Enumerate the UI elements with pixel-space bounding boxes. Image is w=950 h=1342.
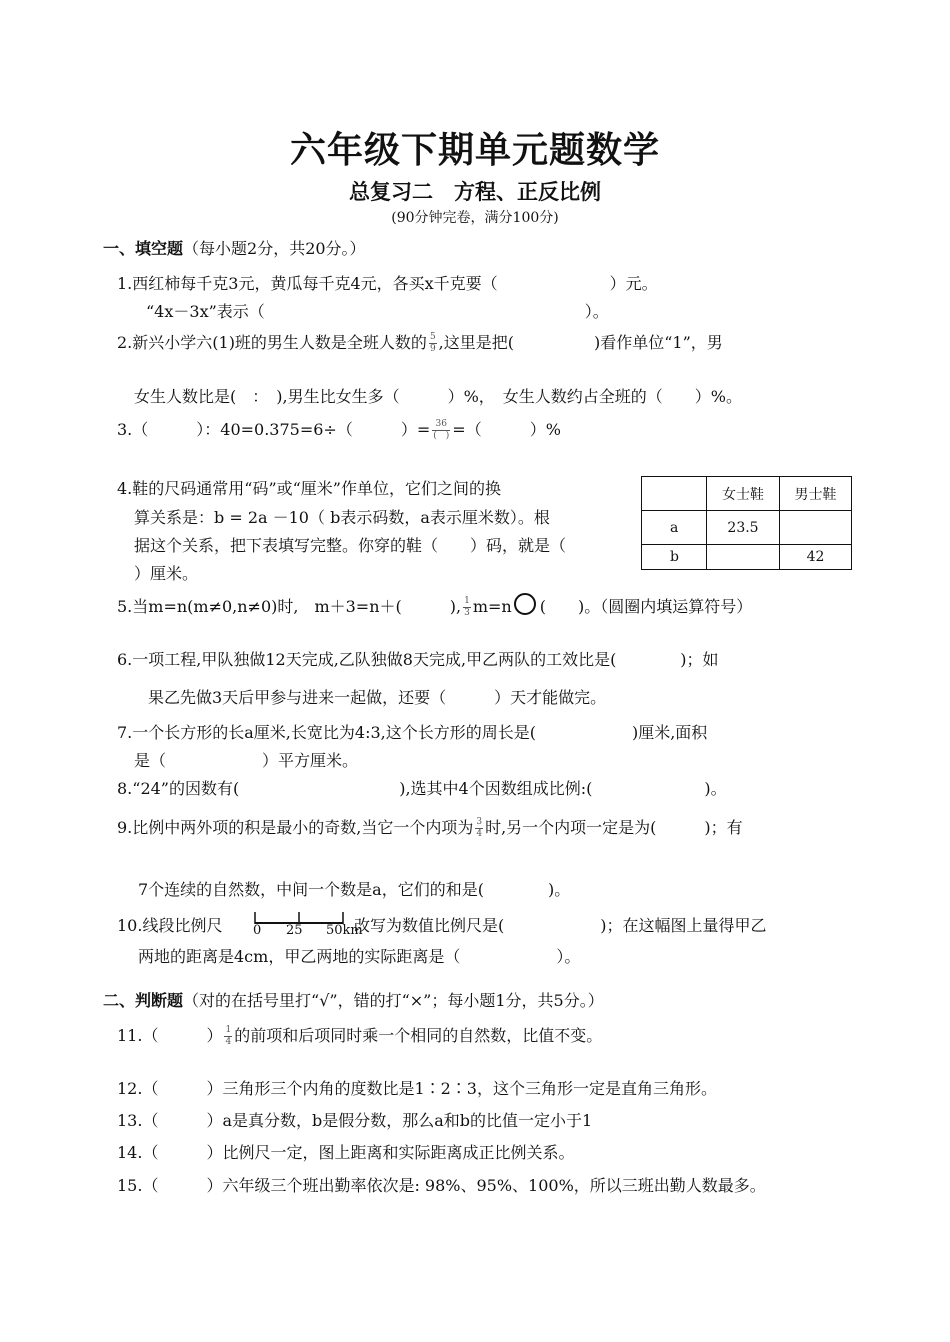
fraction-denominator: ( ) <box>433 431 450 441</box>
question-3-text-a: 3.（ ）：40=0.375=6÷（ ）= <box>117 420 431 439</box>
table-header-men: 男士鞋 <box>780 477 852 511</box>
table-cell: 23.5 <box>707 511 780 545</box>
scale-label-50km: 50km <box>326 923 363 938</box>
question-2-line-1 <box>117 330 723 355</box>
fraction-denominator: 3 <box>464 608 470 618</box>
fraction-numerator: 1 <box>225 1025 232 1035</box>
scale-label-0: 0 <box>253 923 262 938</box>
section-1-title: 一、填空题 <box>103 239 184 258</box>
question-9-text-b: 时,另一个内项一定是为( )；有 <box>485 818 743 837</box>
section-1-note: （每小题2分，共20分。） <box>183 239 366 258</box>
fraction-1-3 <box>463 596 471 619</box>
section-2-heading <box>103 988 604 1011</box>
question-2-text-b: ,这里是把( )看作单位“1”，男 <box>438 333 723 352</box>
question-14: 14.（ ）比例尺一定，图上距离和实际距离成正比例关系。 <box>117 1143 575 1162</box>
question-4-line-2: 算关系是：b = 2a －10（ b表示码数，a表示厘米数）。根 <box>134 508 550 527</box>
section-2-note: （对的在括号里打“√”，错的打“×”；每小题1分，共5分。） <box>183 991 604 1010</box>
question-13: 13.（ ）a是真分数，b是假分数，那么a和b的比值一定小于1 <box>117 1111 593 1130</box>
table-cell <box>707 545 780 570</box>
question-12: 12.（ ）三角形三个内角的度数比是1∶2∶3，这个三角形一定是直角三角形。 <box>117 1079 717 1098</box>
question-5-text-a: 5.当m=n(m≠0,n≠0)时, m＋3=n＋( ), <box>117 597 462 616</box>
section-1-heading <box>103 236 366 259</box>
table-header-women: 女士鞋 <box>707 477 780 511</box>
fraction-1-4 <box>224 1025 232 1048</box>
question-3 <box>117 417 561 442</box>
table-row <box>642 511 852 545</box>
question-3-text-b: =（ ）% <box>452 420 561 439</box>
question-10-line-2: 两地的距离是4cm，甲乙两地的实际距离是（ ）。 <box>138 947 581 966</box>
fraction-3-4 <box>475 817 483 840</box>
question-8: 8.“24”的因数有( ),选其中4个因数组成比例:( )。 <box>117 779 727 798</box>
table-header-row <box>642 477 852 511</box>
question-4-line-4: ）厘米。 <box>134 564 199 583</box>
shoe-size-table <box>641 476 852 570</box>
question-10-line-1: 改写为数值比例尺是( )；在这幅图上量得甲乙 <box>354 916 767 935</box>
question-5-text-c: ( )。（圆圈内填运算符号） <box>539 597 753 616</box>
fraction-numerator: 5 <box>429 332 436 342</box>
fraction-numerator: 1 <box>464 596 470 606</box>
table-cell <box>780 511 852 545</box>
fraction-5-9 <box>429 332 437 355</box>
table-cell: b <box>642 545 707 570</box>
question-5-text-b: m=n <box>472 597 512 616</box>
question-9-line-2: 7个连续的自然数，中间一个数是a，它们的和是( )。 <box>138 880 571 899</box>
question-6-line-1: 6.一项工程,甲队独做12天完成,乙队独做8天完成,甲乙两队的工效比是( )；如 <box>117 650 719 669</box>
question-6-line-2: 果乙先做3天后甲参与进来一起做，还要（ ）天才能做完。 <box>148 688 607 707</box>
question-15: 15.（ ）六年级三个班出勤率依次是: 98%、95%、100%，所以三班出勤人数最多。 <box>117 1176 766 1195</box>
question-7-line-2: 是（ ）平方厘米。 <box>134 751 359 770</box>
question-9-text-a: 9.比例中两外项的积是最小的奇数,当它一个内项为 <box>117 818 474 837</box>
scale-label-25: 25 <box>286 923 303 938</box>
section-2-title: 二、判断题 <box>103 991 184 1010</box>
question-4-line-3: 据这个关系，把下表填写完整。你穿的鞋（ ）码，就是（ <box>134 536 567 555</box>
question-10-label: 10.线段比例尺 <box>117 916 223 935</box>
question-11-text-b: 的前项和后项同时乘一个相同的自然数，比值不变。 <box>234 1026 603 1045</box>
fraction-denominator: 4 <box>225 1037 232 1047</box>
question-1-line-2: “4x－3x”表示（ ）。 <box>146 302 609 321</box>
fraction-numerator: 3 <box>476 817 483 827</box>
fraction-denominator: 4 <box>476 829 483 839</box>
table-cell: a <box>642 511 707 545</box>
line-scale-bar <box>253 910 363 938</box>
table-row <box>642 545 852 570</box>
question-11 <box>117 1023 602 1048</box>
exam-note: (90分钟完卷，满分100分) <box>391 210 559 226</box>
table-cell: 42 <box>780 545 852 570</box>
page-subtitle: 总复习二 方程、正反比例 <box>349 180 601 204</box>
question-2-line-2: 女生人数比是( ： ),男生比女生多（ ）%， 女生人数约占全班的（ ）%。 <box>134 387 742 406</box>
question-2-text-a: 2.新兴小学六(1)班的男生人数是全班人数的 <box>117 333 427 352</box>
question-9-line-1 <box>117 815 743 840</box>
question-11-text-a: 11.（ ） <box>117 1026 223 1045</box>
fraction-36-blank <box>432 419 450 442</box>
question-4-line-1: 4.鞋的尺码通常用“码”或“厘米”作单位，它们之间的换 <box>117 479 501 498</box>
fraction-numerator: 36 <box>432 419 450 431</box>
circle-icon <box>514 593 536 615</box>
question-5 <box>117 593 752 619</box>
question-7-line-1: 7.一个长方形的长a厘米,长宽比为4:3,这个长方形的周长是( )厘米,面积 <box>117 723 708 742</box>
table-cell <box>642 477 707 511</box>
question-1-line-1: 1.西红柿每千克3元，黄瓜每千克4元，各买x千克要（ ）元。 <box>117 274 658 293</box>
page-title: 六年级下期单元题数学 <box>289 130 660 171</box>
fraction-denominator: 9 <box>429 344 436 354</box>
